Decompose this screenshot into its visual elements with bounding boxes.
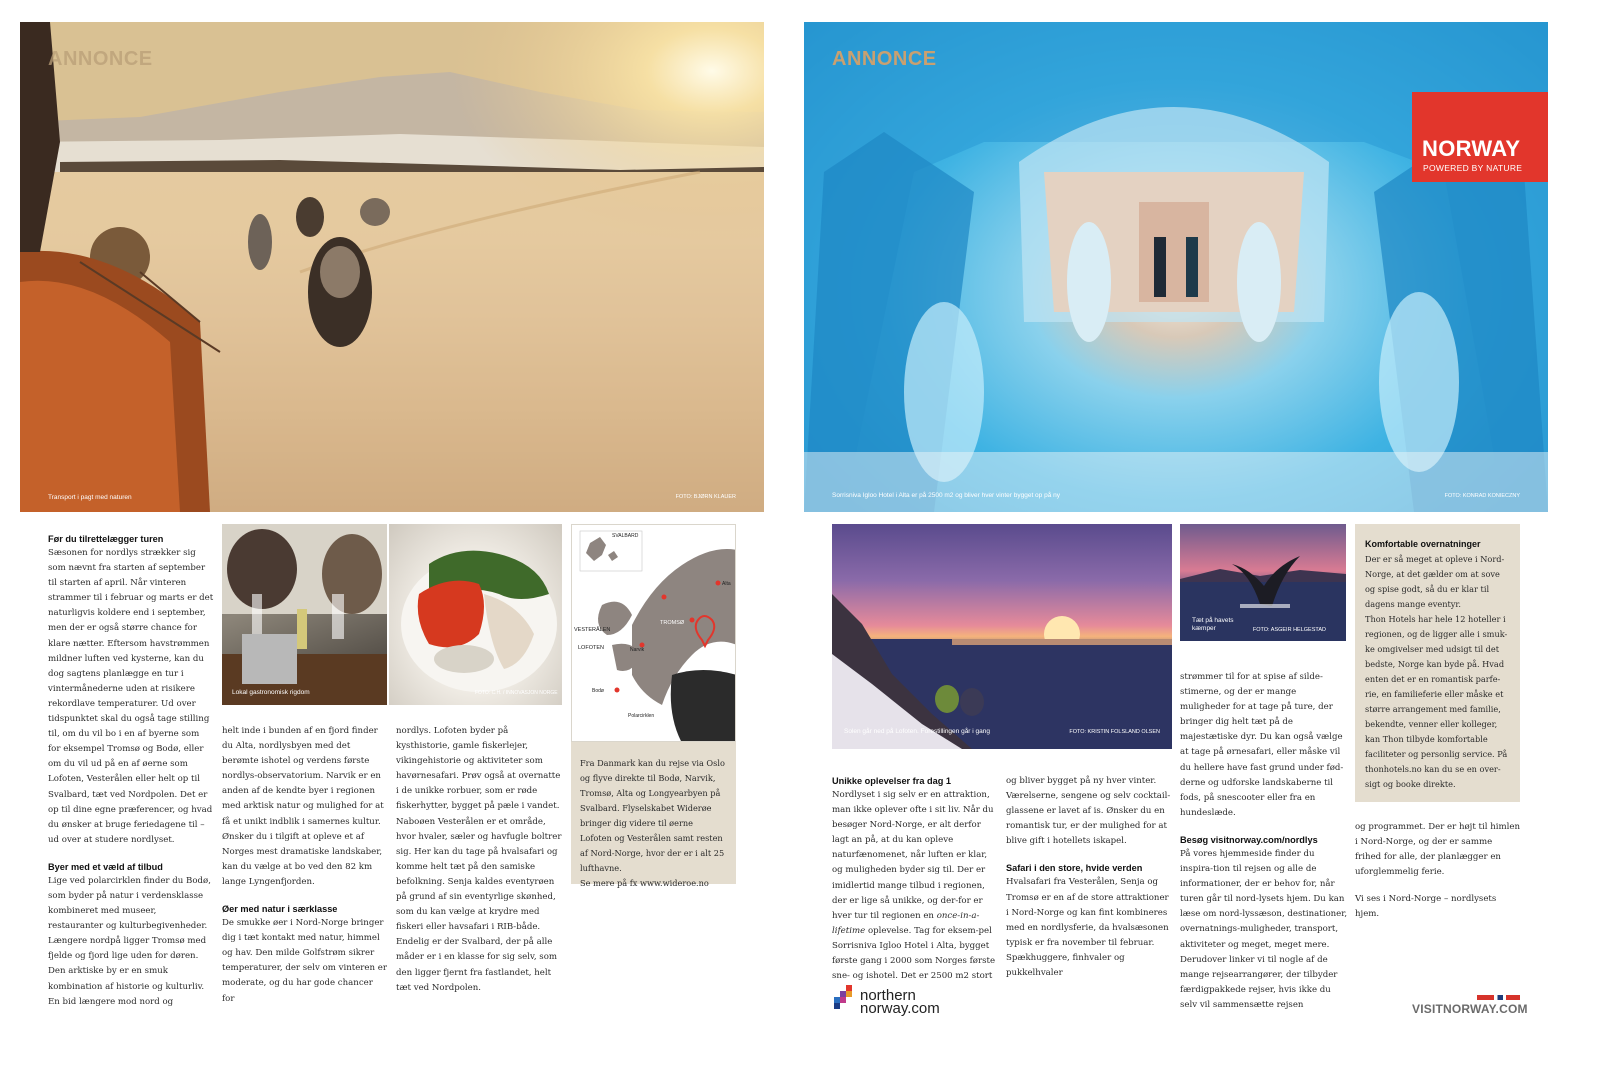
norway-brand-badge [1412, 92, 1548, 182]
paragraph-alta-narvik: helt inde i bunden af en fjord finder du Alta, nordlysbyen med det berømte ishotel og verdens første nordlys-observatorium. Narvik er en anden af de kendte byer i regionen med arktisk natur og mulighed for at få et unikt indblik i samernes kultur. Ønsker du i tilgift at opleve et af Norges mest dramatiske landskaber, kan du vælge at bo ved den 82 km lange Lyngenfjorden. [222, 726, 384, 887]
hero-caption-left: Transport i pagt med naturen [48, 494, 132, 501]
travel-info-link: Se mere på fx www.wideroe.no [580, 878, 709, 888]
paragraph-freedom: og programmet. Der er højt til himlen i Nord-Norge, og der er samme frihed for alle, der planlægger en uforglemmelig ferie. [1355, 822, 1521, 878]
logo-square-icon [834, 1003, 840, 1009]
whale-caption: Tæt på havets kæmper [1192, 617, 1234, 632]
heading-safari: Safari i den store, hvide verden [1006, 863, 1143, 874]
paragraph-cities: Lige ved polarcirklen finder du Bodø, som byder på natur i verdensklasse kombineret med museer, restauranter og kulturbegivenheder. Længere nordpå ligger Tromsø med fjelde og fjord lige uden for døren. Den arktiske by er en smuk kombination af historie og kulturliv. En bid længere mod nord og [48, 875, 211, 1007]
article-column-2 [222, 724, 388, 1007]
map-label-tromso: TROMSØ [660, 620, 685, 626]
paragraph-unique-b: oplevelse. Tag for eksem-pel Sorrisniva Igloo Hotel i Alta, bygget første gang i 2000 som Norges første sne- og ishotel. Det er 2500 m2 stort [832, 925, 996, 982]
article-column-5 [1006, 774, 1174, 981]
once-in-a-lifetime-text: once-in-a-lifetime [832, 910, 980, 936]
paragraph-unique-a: Nordlyset i sig selv er en attraktion, man ikke oplever ofte i sit liv. Når du besøger Nord-Norge, er alt derfor lagt an på, at du kan opleve naturfænomenet, når luften er klar, og muligheden byder sig til. Der er imidlertid mange tilbud i regionen, der er lige så unikke, og der-for er hver tur til regionen en [832, 790, 994, 921]
map-label-bodo: Bodø [592, 688, 604, 694]
heading-unique-experiences: Unikke oplevelser fra dag 1 [832, 776, 951, 786]
map-label-polarcirklen: Polarcirklen [628, 713, 655, 719]
paragraph-website: På vores hjemmeside finder du inspira-tion til rejsen og alle de informationer, der er behov for, når turen går til nord-lysets hjem. Du kan læse om nord-lyssæson, destinationer, overnatnings-muligheder, transport, aktiviteter og meget, meget mere. Derudover linker vi til nogle af de mange rejsearrangører, der tilbyder færdigpakkede rejser, hvis ikke du selv vil sammensætte rejsen [1180, 848, 1348, 1010]
logo-line-2: norway.com [860, 1000, 940, 1017]
paragraph-ice-hotel: og bliver bygget på ny hver vinter. Værelserne, sengene og selv cocktail-glassene er lavet af is. Ønsker du en romantisk tur, er der mulighed for at blive gift i hotellets iskapel. [1006, 776, 1171, 847]
hero-photo-dog-sled [20, 22, 764, 512]
sunset-credit: FOTO: KRISTIN FOLSLAND OLSEN [1069, 729, 1160, 735]
photo-food-credit: FOTO: C.H. / INNOVASJON NORGE [475, 690, 558, 696]
annonce-label-right: ANNONCE [832, 48, 937, 70]
article-column-1 [48, 532, 214, 1010]
badge-title: NORWAY [1422, 136, 1521, 161]
article-column-3 [396, 724, 562, 996]
logo-line-1: northern [860, 987, 916, 1004]
hero-caption-right: Sorrisniva Igloo Hotel i Alta er på 2500 m2 og bliver hver vinter bygget op på ny [832, 492, 1060, 499]
map-label-lofoten: LOFOTEN [578, 645, 604, 651]
heading-before-trip: Før du tilrettelægger turen [48, 534, 164, 544]
paragraph-season: Sæsonen for nordlys strækker sig som nævnt fra starten af september til starten af april. Når vinteren strammer til i februar og marts er det naturligvis koldere end i september, men der er også større chance for klare nætter. Eftersom havstrømmen mildner luften ved kysterne, kan du dog sagtens planlægge en tur i vintermånederne uden at risikere rekordlave temperaturer. Ud over tidspunktet skal du også tage stilling til, om du vil bo i en af byerne som for eksempel Tromsø og Bodø, eller om du vil ud på en af øerne som Lofoten, Vesterålen eller helt op til Svalbard, tæt ved Nordpolen. Det er op til dine egne præferencer, og hvad du ønsker at bruge feriedagene til – ud over at studere nordlyset. [48, 548, 214, 845]
accommodation-box [1355, 524, 1520, 802]
heading-visit-website: Besøg visitnorway.com/nordlys [1180, 834, 1318, 845]
paragraph-safari: Hvalsafari fra Vesterålen, Senja og Tromsø er en af de store attraktioner i Nord-Norge og kan fint kombineres med en nordlysferie, da hvalsæsonen typisk er fra november til februar. Spækhuggere, finhvaler og pukkelhvaler [1006, 877, 1169, 979]
paragraph-unique [832, 788, 1000, 984]
travel-info-text: Fra Danmark kan du rejse via Oslo og flyve direkte til Bodø, Narvik, Tromsø, Alta og Longyearbyen på Svalbard. Flyselskabet Widerøe bringer dig videre til øerne Lofoten og Vesterålen samt resten af Nord-Norge, hvor der er i alt 25 lufthavne. [580, 758, 725, 873]
article-column-4 [832, 774, 1000, 984]
accommodation-thon: Thon Hotels har hele 12 hoteller i regionen, og de ligger alle i smuk-ke omgivelser med udsigt til det bedste, Norge kan byde på. Hvad enten det er en romantisk parfe-rie, en familieferie eller måske et større arrangement med familie, bekendte, venner eller kolleger, kan Thon tilbyde komfortable faciliteter og personlig service. På thonhotels.no kan du se en over-sigt og booke direkte. [1365, 614, 1508, 789]
hero-credit-left: FOTO: BJØRN KLAUER [675, 494, 736, 500]
article-column-6 [1180, 670, 1348, 1013]
paragraph-whales: strømmer til for at spise af silde-stimerne, og der er mange muligheder for at tage på ture, der bringer dig helt tæt på de majestætiske dyr. Du kan også vælge at tage på ørnesafari, eller måske vil du hellere have fast grund under fød-derne og udforske landskaberne til fods, på snescooter eller fra en hundeslæde. [1180, 672, 1344, 818]
map-label-vesteralen: VESTERÅLEN [574, 627, 611, 633]
visitnorway-logo: VISITNORWAY.COM [1412, 1002, 1528, 1016]
map-label-nordland: NORDLAND [596, 703, 625, 709]
norway-flag-stripe [1477, 995, 1520, 1000]
paragraph-islands: De smukke øer i Nord-Norge bringer dig i tæt kontakt med natur, himmel og hav. Den milde Golfstrøm sikrer temperaturer, der selv om vinteren er moderate, og du har gode chancer for [222, 918, 387, 1004]
badge-subtitle: POWERED BY NATURE [1423, 163, 1523, 173]
accommodation-heading: Komfortable overnatninger [1365, 539, 1481, 549]
whale-credit: FOTO: ASGEIR HELGESTAD [1252, 627, 1326, 633]
article-column-7 [1355, 820, 1521, 923]
annonce-label-left: ANNONCE [48, 48, 153, 70]
heading-cities: Byer med et væld af tilbud [48, 861, 163, 872]
photo-bar-caption: Lokal gastronomisk rigdom [232, 689, 310, 696]
photo-whale-tail [1180, 524, 1346, 641]
map-label-svalbard: SVALBARD [612, 533, 639, 539]
heading-islands: Øer med natur i særklasse [222, 904, 338, 915]
paragraph-sign-off: Vi ses i Nord-Norge – nordlysets hjem. [1355, 894, 1497, 920]
photo-lofoten-sunset [832, 524, 1172, 749]
logo-square-icon [840, 997, 846, 1003]
map-label-alta: Alta [722, 581, 731, 587]
photo-bar-dining [222, 524, 387, 705]
sunset-caption: Solen går ned på Lofoten. Forestillingen går i gang [844, 728, 990, 735]
logo-square-icon [846, 991, 852, 997]
paragraph-lofoten: nordlys. Lofoten byder på kysthistorie, gamle fiskerlejer, vikingehistorie og aktiviteter som havørnesafari. Prøv også at overnatte i de unikke rorbuer, som er røde fiskerhytter, bygget på pæle i vandet. Naboøen Vesterålen er et område, hvor hvaler, sæler og havfugle boltrer sig. Her kan du tage på hvalsafari og komme helt tæt på den samiske befolkning. Senja kaldes eventyrøen på grund af sin eventyrlige skønhed, som du kan vælge at krydre med fiskeri eller havsafari i RIB-både. Endelig er der Svalbard, der på alle måder er i en klasse for sig selv, som den ligger fjernt fra fastlandet, helt tæt ved Nordpolen. [396, 726, 562, 993]
hero-credit-right: FOTO: KONRAD KONIECZNY [1444, 493, 1520, 499]
travel-info-box [571, 742, 736, 888]
map-northern-norway [571, 524, 736, 742]
map-label-narvik: Narvik [630, 647, 645, 653]
accommodation-intro: Der er så meget at opleve i Nord-Norge, at det gælder om at sove og spise godt, så du er klar til dagens mange eventyr. [1365, 554, 1505, 609]
photo-lobster-dish [389, 524, 562, 705]
